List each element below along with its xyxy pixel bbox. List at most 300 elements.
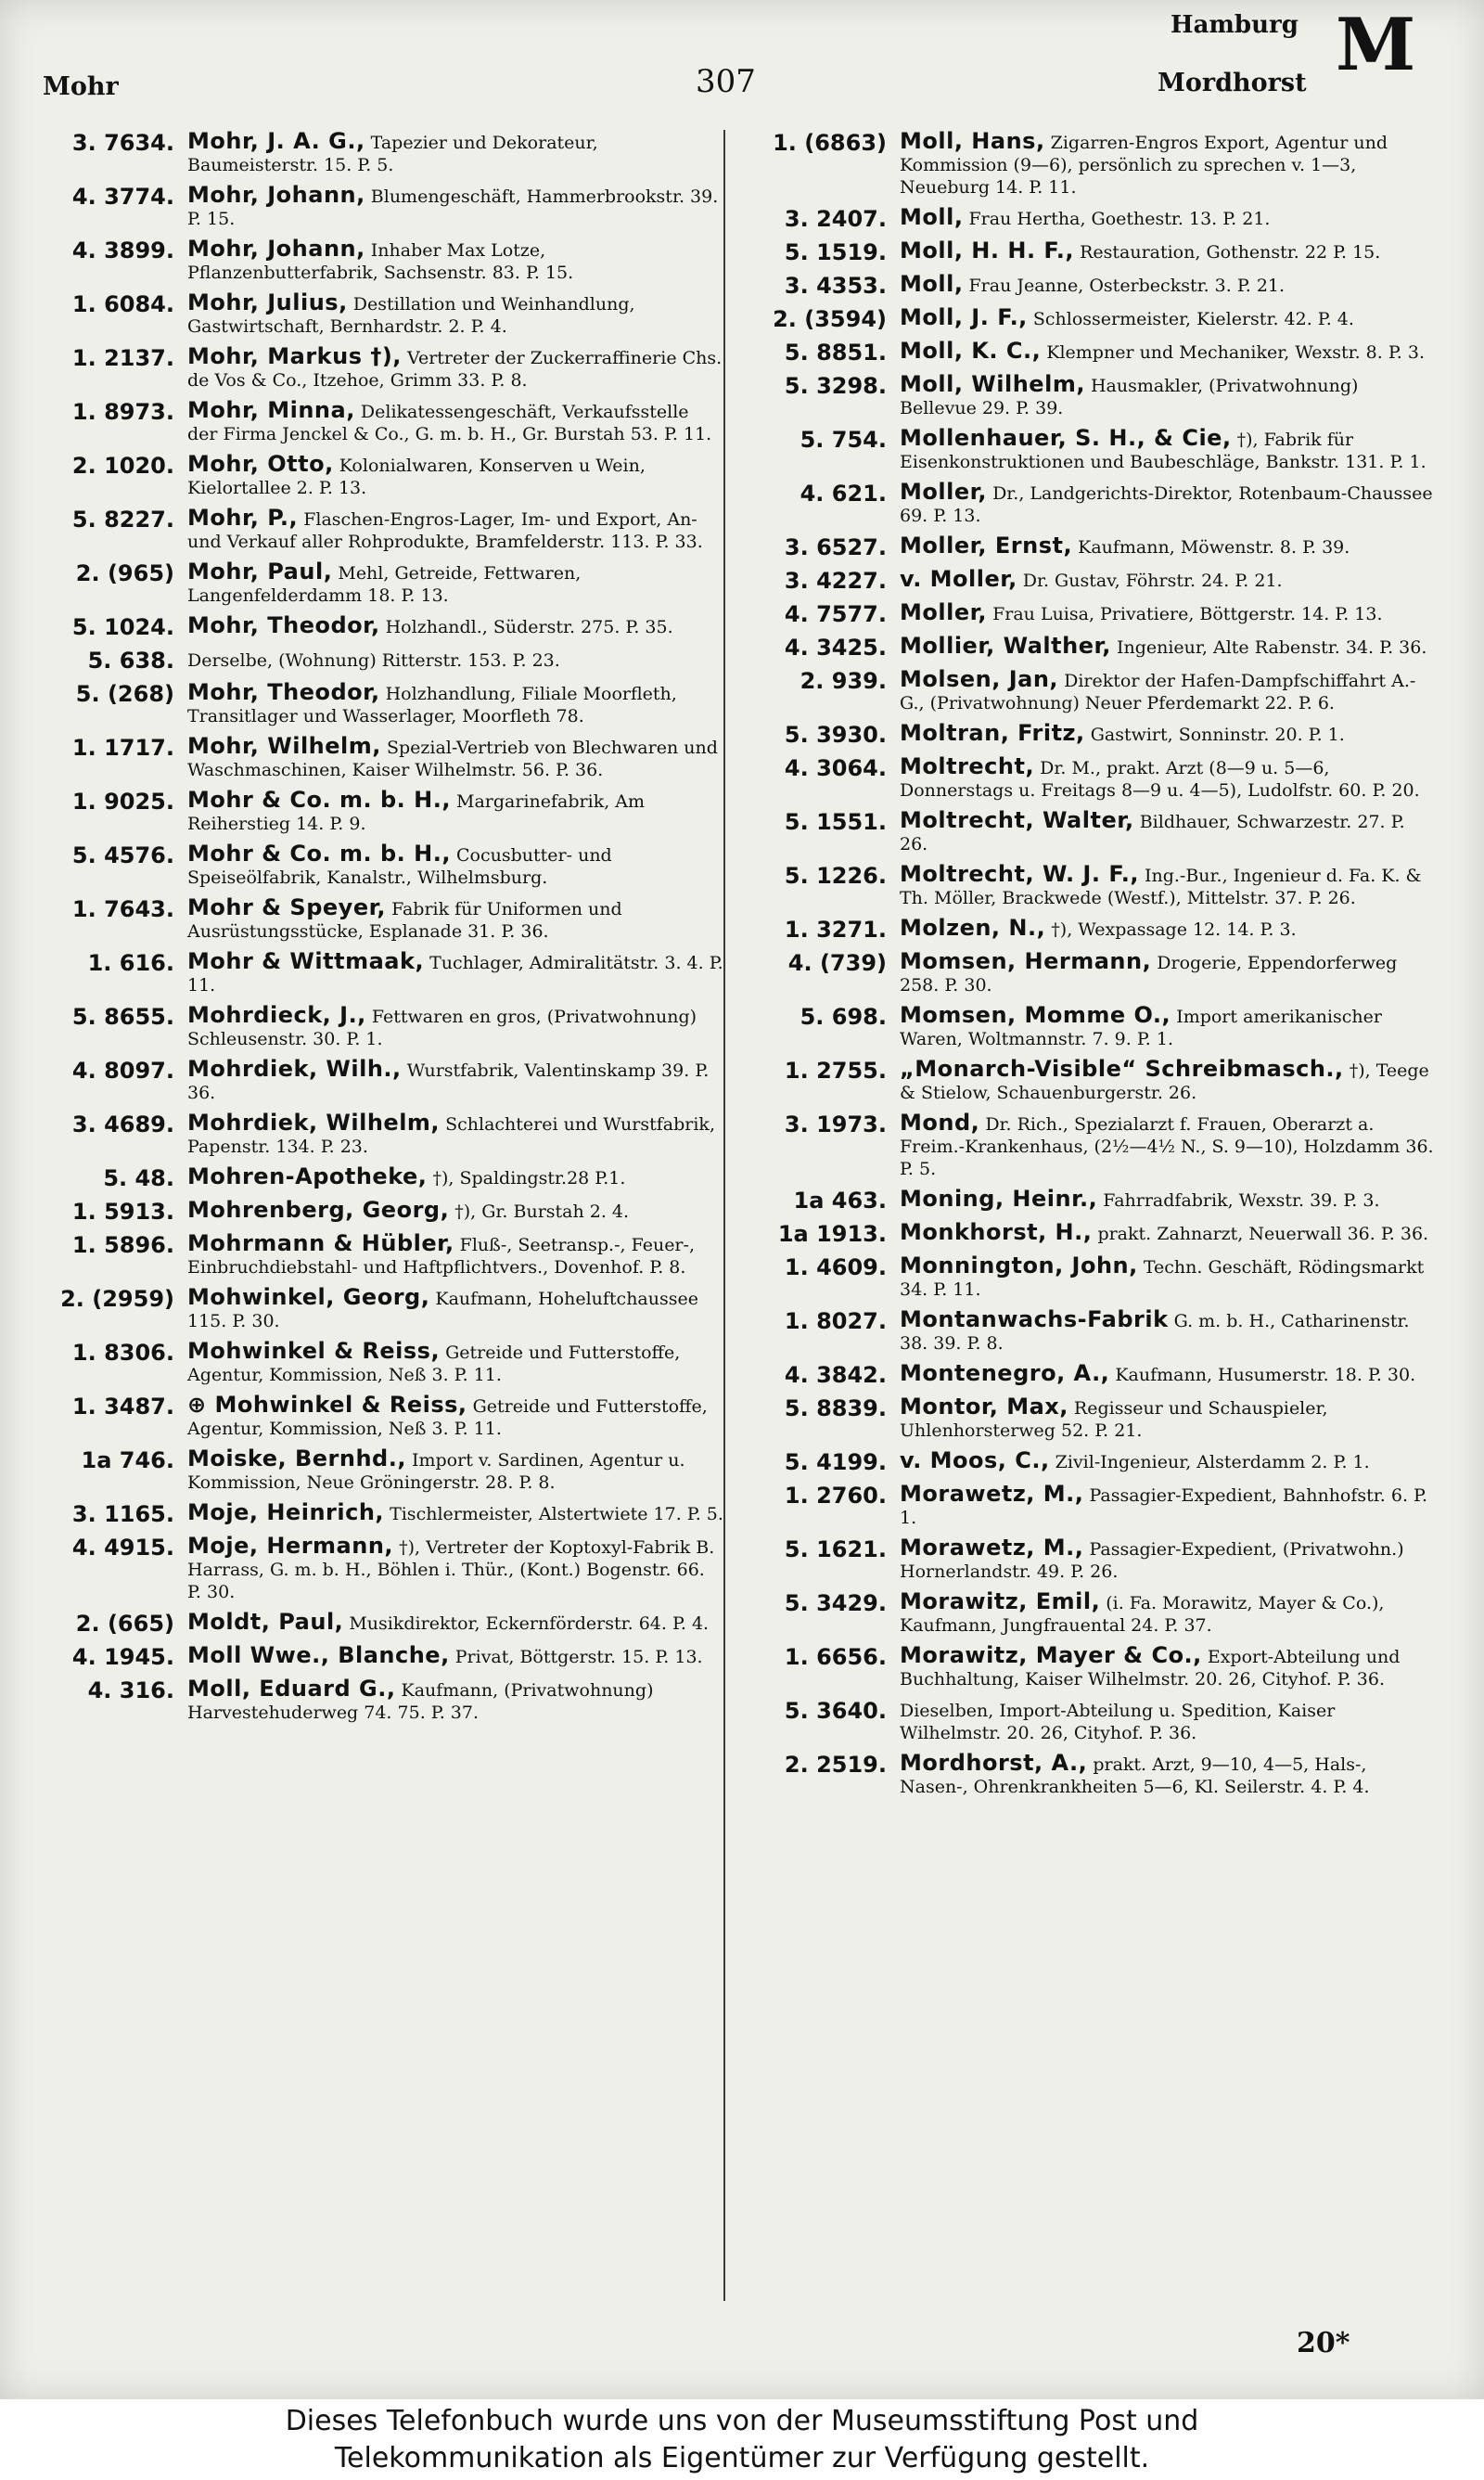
notice-line-2: Telekommunikation als Eigentümer zur Verfügung gestellt. bbox=[334, 2442, 1150, 2474]
subscriber-name: Mohr, Wilhelm, bbox=[187, 733, 381, 759]
subscriber-name: Mohr, Theodor, bbox=[187, 679, 380, 705]
entry-text bbox=[900, 950, 1436, 996]
phone-number: 2. (965) bbox=[75, 560, 174, 586]
entry-text bbox=[900, 1395, 1436, 1442]
subscriber-name: Moll, K. C., bbox=[900, 338, 1042, 364]
entry-text bbox=[900, 1254, 1436, 1301]
entry-text bbox=[900, 340, 1436, 366]
subscriber-details: Gastwirt, Sonninstr. 20. P. 1. bbox=[1090, 725, 1345, 745]
subscriber-details: Import amerikanischer Waren, Woltmannstr. 7. 9. P. 1. bbox=[900, 1007, 1382, 1049]
phone-number: 5. (268) bbox=[75, 681, 174, 707]
left-column bbox=[37, 130, 723, 1731]
directory-entry bbox=[37, 453, 723, 499]
directory-entry bbox=[37, 291, 723, 338]
directory-entry bbox=[749, 534, 1436, 560]
directory-entry bbox=[37, 560, 723, 607]
phone-number: 1. 8027. bbox=[784, 1308, 887, 1334]
entry-text bbox=[187, 1004, 723, 1050]
phone-number: 5. 3640. bbox=[784, 1698, 887, 1724]
directory-entry bbox=[37, 789, 723, 835]
subscriber-name: Moltran, Fritz, bbox=[900, 720, 1085, 746]
phone-number: 5. 8227. bbox=[71, 507, 174, 533]
subscriber-name: Mond, bbox=[900, 1110, 980, 1136]
entry-text bbox=[187, 184, 723, 230]
phone-number: 1. 6084. bbox=[71, 291, 174, 317]
phone-number: 3. 1973. bbox=[784, 1112, 887, 1137]
subscriber-details: Tuchlager, Admiralitätstr. 3. 4. P. 11. bbox=[187, 953, 723, 996]
subscriber-details: Bildhauer, Schwarzestr. 27. P. 26. bbox=[900, 812, 1405, 855]
subscriber-name: Montor, Max, bbox=[900, 1394, 1068, 1420]
subscriber-name: Mohr, Julius, bbox=[187, 289, 348, 315]
phone-number: 5. 8839. bbox=[784, 1395, 887, 1421]
phone-number: 4. 621. bbox=[800, 481, 887, 507]
directory-entry bbox=[37, 896, 723, 943]
subscriber-name: Mollier, Walther, bbox=[900, 633, 1111, 659]
subscriber-name: Mohr, J. A. G., bbox=[187, 128, 365, 154]
subscriber-name: Morawetz, M., bbox=[900, 1481, 1084, 1507]
phone-number: 5. 1551. bbox=[784, 809, 887, 835]
subscriber-name: Mollenhauer, S. H., & Cie, bbox=[900, 425, 1232, 451]
header-left-keyword: Mohr bbox=[43, 72, 119, 101]
subscriber-name: Mohwinkel & Reiss, bbox=[187, 1338, 441, 1364]
subscriber-details: Tapezier und Dekorateur, Baumeisterstr. 15. P. 5. bbox=[187, 133, 598, 175]
entry-text bbox=[187, 453, 723, 499]
directory-entry bbox=[749, 1644, 1436, 1690]
page-header bbox=[0, 0, 1484, 111]
subscriber-details: Import v. Sardinen, Agentur u. Kommission, Neue Gröningerstr. 28. P. 8. bbox=[187, 1450, 685, 1493]
directory-entry bbox=[37, 1058, 723, 1104]
directory-entry bbox=[749, 273, 1436, 299]
subscriber-name: Mohr, Otto, bbox=[187, 451, 334, 477]
entry-text bbox=[900, 668, 1436, 714]
entry-text bbox=[187, 1112, 723, 1158]
subscriber-details: Dr., Landgerichts-Direktor, Rotenbaum-Chaussee 69. P. 13. bbox=[900, 483, 1433, 526]
subscriber-name: Mohr & Co. m. b. H., bbox=[187, 787, 451, 813]
entry-text bbox=[187, 507, 723, 553]
phone-number: 1. 2760. bbox=[784, 1483, 887, 1509]
subscriber-name: Moje, Hermann, bbox=[187, 1533, 394, 1559]
entry-text bbox=[900, 1112, 1436, 1180]
directory-entry bbox=[749, 1308, 1436, 1355]
phone-number: 1a 463. bbox=[793, 1188, 887, 1214]
directory-entry bbox=[37, 345, 723, 392]
subscriber-name: Mohr, Theodor, bbox=[187, 612, 380, 638]
phone-number: 4. 3064. bbox=[784, 755, 887, 781]
subscriber-details: †), Teege & Stielow, Schauenburgerstr. 26. bbox=[900, 1060, 1429, 1103]
phone-number: 4. 3774. bbox=[71, 184, 174, 210]
subscriber-details: Kaufmann, Hoheluftchaussee 115. P. 30. bbox=[187, 1289, 698, 1331]
phone-number: 5. 1226. bbox=[784, 863, 887, 889]
subscriber-details: Margarinefabrik, Am Reiherstieg 14. P. 9. bbox=[187, 791, 646, 834]
phone-number: 3. 1165. bbox=[71, 1501, 174, 1527]
subscriber-name: Mohrdiek, Wilh., bbox=[187, 1056, 402, 1082]
entry-text bbox=[187, 735, 723, 781]
subscriber-details: Inhaber Max Lotze, Pflanzenbutterfabrik, Sachsenstr. 83. P. 15. bbox=[187, 240, 574, 283]
subscriber-name: Moll, J. F., bbox=[900, 304, 1028, 330]
subscriber-details: G. m. b. H., Catharinenstr. 38. 39. P. 8. bbox=[900, 1311, 1410, 1354]
directory-entry bbox=[749, 601, 1436, 627]
entry-text bbox=[187, 1611, 723, 1637]
subscriber-name: Mohrdieck, J., bbox=[187, 1002, 366, 1028]
directory-entry bbox=[749, 668, 1436, 714]
subscriber-details: Delikatessengeschäft, Verkaufsstelle der Firma Jenckel & Co., G. m. b. H., Gr. Burstah 53. P. 11. bbox=[187, 402, 712, 444]
phone-number: 5. 1519. bbox=[784, 239, 887, 265]
phone-number: 4. 7577. bbox=[784, 601, 887, 627]
header-city: Hamburg bbox=[1171, 11, 1298, 39]
directory-entry bbox=[37, 184, 723, 230]
subscriber-details: Drogerie, Eppendorferweg 258. P. 30. bbox=[900, 953, 1398, 996]
subscriber-details: Fahrradfabrik, Wexstr. 39. P. 3. bbox=[1103, 1190, 1380, 1211]
subscriber-name: Moller, bbox=[900, 479, 988, 505]
entry-text bbox=[900, 635, 1436, 661]
entry-text bbox=[900, 755, 1436, 802]
phone-number: 5. 48. bbox=[103, 1165, 174, 1191]
subscriber-details: Vertreter der Zuckerraffinerie Chs. de Vos & Co., Itzehoe, Grimm 33. P. 8. bbox=[187, 348, 723, 391]
phone-number: 1a 1913. bbox=[777, 1221, 887, 1247]
directory-entry bbox=[749, 950, 1436, 996]
directory-entry bbox=[37, 1286, 723, 1332]
phone-number: 1. 5896. bbox=[71, 1232, 174, 1258]
entry-text bbox=[900, 534, 1436, 560]
entry-text bbox=[187, 1232, 723, 1279]
phone-number: 4. 1945. bbox=[71, 1644, 174, 1670]
subscriber-name: Moltrecht, bbox=[900, 753, 1035, 779]
entry-text bbox=[187, 399, 723, 445]
phone-number: 4. 8097. bbox=[71, 1058, 174, 1084]
subscriber-details: Passagier-Expedient, (Privatwohn.) Hornerlandstr. 49. P. 26. bbox=[900, 1539, 1404, 1582]
directory-entry bbox=[37, 950, 723, 996]
subscriber-name: Momsen, Hermann, bbox=[900, 948, 1152, 974]
directory-entry bbox=[749, 206, 1436, 232]
subscriber-name: Moller, Ernst, bbox=[900, 533, 1073, 559]
directory-entry bbox=[37, 1340, 723, 1386]
subscriber-name: Moll, bbox=[900, 204, 964, 230]
subscriber-details: Tischlermeister, Alstertwiete 17. P. 5. bbox=[390, 1504, 723, 1524]
entry-text bbox=[900, 1188, 1436, 1214]
phone-number: 1. 3487. bbox=[71, 1394, 174, 1420]
directory-entry bbox=[749, 1590, 1436, 1637]
directory-entry bbox=[749, 722, 1436, 748]
subscriber-name: Monkhorst, H., bbox=[900, 1219, 1093, 1245]
subscriber-name: Mohr & Speyer, bbox=[187, 894, 387, 920]
header-right-keyword: Mordhorst bbox=[1158, 69, 1307, 97]
subscriber-name: Mohr, Johann, bbox=[187, 182, 365, 208]
phone-number: 5. 4576. bbox=[71, 842, 174, 868]
entry-text bbox=[187, 648, 723, 674]
phone-number: 1. 4609. bbox=[784, 1254, 887, 1280]
entry-text bbox=[187, 345, 723, 392]
subscriber-details: Wurstfabrik, Valentinskamp 39. P. 36. bbox=[187, 1060, 710, 1103]
subscriber-details: Frau Hertha, Goethestr. 13. P. 21. bbox=[968, 209, 1271, 229]
entry-text bbox=[187, 681, 723, 727]
subscriber-name: Montanwachs-Fabrik bbox=[900, 1306, 1169, 1332]
entry-text bbox=[900, 1449, 1436, 1475]
entry-text bbox=[900, 1362, 1436, 1388]
phone-number: 2. (3594) bbox=[773, 306, 887, 332]
subscriber-name: Moll Wwe., Blanche, bbox=[187, 1642, 450, 1668]
directory-entry bbox=[749, 1254, 1436, 1301]
subscriber-name: Moll, Wilhelm, bbox=[900, 371, 1085, 397]
directory-entry bbox=[37, 1677, 723, 1724]
phone-number: 5. 698. bbox=[800, 1004, 887, 1030]
entry-text bbox=[900, 809, 1436, 855]
phone-number: 2. 939. bbox=[800, 668, 887, 694]
phone-number: 5. 638. bbox=[87, 648, 174, 674]
subscriber-details: Restauration, Gothenstr. 22 P. 15. bbox=[1080, 242, 1381, 263]
subscriber-details: Dr. Gustav, Föhrstr. 24. P. 21. bbox=[1022, 571, 1283, 591]
directory-entry bbox=[37, 1447, 723, 1494]
entry-text bbox=[187, 1058, 723, 1104]
subscriber-details: Hausmakler, (Privatwohnung) Bellevue 29. P. 39. bbox=[900, 376, 1359, 418]
subscriber-details: Zigarren-Engros Export, Agentur und Kommission (9—6), persönlich zu sprechen v. 1—3, Neueburg 14. P. 11. bbox=[900, 133, 1388, 198]
subscriber-name: Mohr, Johann, bbox=[187, 236, 365, 262]
subscriber-name: Mohren-Apotheke, bbox=[187, 1163, 428, 1189]
phone-number: 3. 4227. bbox=[784, 568, 887, 594]
subscriber-name: Mohr, Markus †), bbox=[187, 343, 402, 369]
entry-text bbox=[187, 1394, 723, 1440]
entry-text bbox=[900, 917, 1436, 943]
subscriber-details: Zivil-Ingenieur, Alsterdamm 2. P. 1. bbox=[1055, 1452, 1370, 1472]
subscriber-details: Holzhandlung, Filiale Moorfleth, Transitlager und Wasserlager, Moorfleth 78. bbox=[187, 684, 677, 726]
subscriber-details: Derselbe, (Wohnung) Ritterstr. 153. P. 23. bbox=[187, 650, 560, 671]
phone-number: 1. 8306. bbox=[71, 1340, 174, 1366]
directory-entry bbox=[749, 809, 1436, 855]
subscriber-details: Flaschen-Engros-Lager, Im- und Export, An- und Verkauf aller Rohprodukte, Bramfelderstr. 113. P. 33. bbox=[187, 509, 703, 552]
phone-number: 5. 3930. bbox=[784, 722, 887, 748]
phone-number: 1a 746. bbox=[81, 1447, 174, 1473]
directory-entry bbox=[37, 1165, 723, 1191]
entry-text bbox=[187, 896, 723, 943]
subscriber-details: Dr. Rich., Spezialarzt f. Frauen, Oberarzt a. Freim.-Krankenhaus, (2½—4½ N., S. 9—10), Holzdamm 36. P. 5. bbox=[900, 1114, 1434, 1179]
subscriber-details: Getreide und Futterstoffe, Agentur, Kommission, Neß 3. P. 11. bbox=[187, 1343, 681, 1385]
directory-entry bbox=[749, 239, 1436, 265]
directory-entry bbox=[37, 1611, 723, 1637]
subscriber-name: Mohr, P., bbox=[187, 505, 299, 531]
entry-text bbox=[187, 950, 723, 996]
directory-entry bbox=[749, 1058, 1436, 1104]
directory-entry bbox=[749, 1698, 1436, 1744]
entry-text bbox=[900, 206, 1436, 232]
entry-text bbox=[900, 1644, 1436, 1690]
entry-text bbox=[187, 1286, 723, 1332]
subscriber-details: Frau Jeanne, Osterbeckstr. 3. P. 21. bbox=[968, 276, 1286, 296]
directory-entry bbox=[749, 917, 1436, 943]
subscriber-name: Mordhorst, A., bbox=[900, 1750, 1088, 1776]
phone-number: 4. 3899. bbox=[71, 238, 174, 263]
directory-entry bbox=[37, 681, 723, 727]
subscriber-details: Schlachterei und Wurstfabrik, Papenstr. 134. P. 23. bbox=[187, 1114, 715, 1157]
directory-entry bbox=[37, 1199, 723, 1225]
subscriber-name: „Monarch-Visible“ Schreibmasch., bbox=[900, 1056, 1344, 1082]
subscriber-details: Fettwaren en gros, (Privatwohnung) Schleusenstr. 30. P. 1. bbox=[187, 1007, 697, 1049]
entry-text bbox=[900, 273, 1436, 299]
subscriber-name: Mohr, Minna, bbox=[187, 397, 355, 423]
entry-text bbox=[187, 238, 723, 284]
directory-entry bbox=[749, 635, 1436, 661]
phone-number: 1. 3271. bbox=[784, 917, 887, 943]
subscriber-details: Kaufmann, (Privatwohnung) Harvestehuderweg 74. 75. P. 37. bbox=[187, 1680, 654, 1723]
entry-text bbox=[187, 842, 723, 889]
subscriber-details: Mehl, Getreide, Fettwaren, Langenfelderdamm 18. P. 13. bbox=[187, 563, 582, 606]
entry-text bbox=[900, 1221, 1436, 1247]
subscriber-details: †), Wexpassage 12. 14. P. 3. bbox=[1051, 919, 1297, 940]
entry-text bbox=[187, 1199, 723, 1225]
entry-text bbox=[187, 1644, 723, 1670]
phone-number: 4. (739) bbox=[787, 950, 887, 976]
phone-number: 3. 4689. bbox=[71, 1112, 174, 1137]
subscriber-name: Moll, Eduard G., bbox=[187, 1676, 396, 1702]
directory-entry bbox=[749, 1221, 1436, 1247]
phone-number: 3. 4353. bbox=[784, 273, 887, 299]
ownership-notice bbox=[0, 2399, 1484, 2480]
phone-number: 4. 3842. bbox=[784, 1362, 887, 1388]
subscriber-name: Moltrecht, Walter, bbox=[900, 807, 1134, 833]
subscriber-name: Moll, Hans, bbox=[900, 128, 1045, 154]
right-column bbox=[749, 130, 1436, 1805]
subscriber-name: Molzen, N., bbox=[900, 915, 1046, 941]
page-signature: 20* bbox=[1297, 2327, 1350, 2359]
subscriber-details: Ingenieur, Alte Rabenstr. 34. P. 36. bbox=[1116, 637, 1427, 658]
directory-entry bbox=[749, 1112, 1436, 1180]
phone-number: 5. 3429. bbox=[784, 1590, 887, 1616]
entry-text bbox=[187, 1501, 723, 1527]
directory-entry bbox=[37, 1501, 723, 1527]
subscriber-details: Kaufmann, Husumerstr. 18. P. 30. bbox=[1115, 1365, 1416, 1385]
entry-text bbox=[187, 1165, 723, 1191]
subscriber-details: Regisseur und Schauspieler, Uhlenhorsterweg 52. P. 21. bbox=[900, 1398, 1328, 1441]
entry-text bbox=[187, 789, 723, 835]
subscriber-details: Destillation und Weinhandlung, Gastwirtschaft, Bernhardstr. 2. P. 4. bbox=[187, 294, 635, 337]
directory-entry bbox=[749, 1188, 1436, 1214]
directory-entry bbox=[37, 399, 723, 445]
phone-number: 5. 8851. bbox=[784, 340, 887, 366]
subscriber-name: Morawitz, Emil, bbox=[900, 1588, 1101, 1614]
directory-entry bbox=[749, 1449, 1436, 1475]
subscriber-details: †), Gr. Burstah 2. 4. bbox=[454, 1201, 630, 1222]
directory-entry bbox=[749, 427, 1436, 473]
entry-text bbox=[900, 1590, 1436, 1637]
directory-entry bbox=[37, 130, 723, 176]
subscriber-details: Getreide und Futterstoffe, Agentur, Kommission, Neß 3. P. 11. bbox=[187, 1396, 708, 1439]
directory-entry bbox=[37, 735, 723, 781]
directory-entry bbox=[749, 1752, 1436, 1798]
directory-entry bbox=[749, 755, 1436, 802]
phone-number: 3. 2407. bbox=[784, 206, 887, 232]
phone-number: 4. 4915. bbox=[71, 1535, 174, 1561]
subscriber-details: Cocusbutter- und Speiseölfabrik, Kanalstr., Wilhelmsburg. bbox=[187, 845, 612, 888]
subscriber-details: Blumengeschäft, Hammerbrookstr. 39. P. 15. bbox=[187, 186, 719, 229]
entry-text bbox=[900, 1004, 1436, 1050]
subscriber-details: Kolonialwaren, Konserven u Wein, Kielortallee 2. P. 13. bbox=[187, 456, 646, 498]
subscriber-name: Mohr & Co. m. b. H., bbox=[187, 841, 451, 867]
phone-number: 4. 316. bbox=[87, 1677, 174, 1703]
phone-number: 1. 8973. bbox=[71, 399, 174, 425]
subscriber-details: Techn. Geschäft, Rödingsmarkt 34. P. 11. bbox=[900, 1257, 1425, 1300]
subscriber-details: Frau Luisa, Privatiere, Böttgerstr. 14. P. 13. bbox=[992, 604, 1383, 624]
directory-entry bbox=[37, 1394, 723, 1440]
subscriber-details: Privat, Böttgerstr. 15. P. 13. bbox=[454, 1647, 703, 1667]
phone-number: 3. 6527. bbox=[784, 534, 887, 560]
phone-number: 4. 3425. bbox=[784, 635, 887, 661]
subscriber-name: Moll, bbox=[900, 271, 964, 297]
entry-text bbox=[900, 722, 1436, 748]
subscriber-name: v. Moos, C., bbox=[900, 1447, 1050, 1473]
directory-entry bbox=[749, 568, 1436, 594]
directory-entry bbox=[749, 1395, 1436, 1442]
subscriber-details: Passagier-Expedient, Bahnhofstr. 6. P. 1. bbox=[900, 1485, 1428, 1528]
phone-number: 5. 8655. bbox=[71, 1004, 174, 1030]
entry-text bbox=[187, 130, 723, 176]
subscriber-details: Schlossermeister, Kielerstr. 42. P. 4. bbox=[1032, 309, 1354, 329]
entry-text bbox=[900, 1058, 1436, 1104]
subscriber-name: Mohr, Paul, bbox=[187, 559, 333, 585]
entry-text bbox=[900, 239, 1436, 265]
directory-entry bbox=[37, 648, 723, 674]
subscriber-details: Musikdirektor, Eckernförderstr. 64. P. 4. bbox=[349, 1613, 710, 1634]
phone-number: 2. 2519. bbox=[784, 1752, 887, 1778]
subscriber-details: Klempner und Mechaniker, Wexstr. 8. P. 3. bbox=[1046, 342, 1425, 363]
subscriber-details: Ing.-Bur., Ingenieur d. Fa. K. & Th. Möller, Brackwede (Westf.), Mittelstr. 37. P. 26. bbox=[900, 866, 1422, 908]
subscriber-name: Mohrenberg, Georg, bbox=[187, 1197, 450, 1223]
directory-entry bbox=[37, 1112, 723, 1158]
subscriber-details: Export-Abteilung und Buchhaltung, Kaiser Wilhelmstr. 20. 26, Cityhof. P. 36. bbox=[900, 1647, 1401, 1690]
subscriber-details: †), Fabrik für Eisenkonstruktionen und Baubeschläge, Bankstr. 131. P. 1. bbox=[900, 430, 1426, 472]
directory-entry bbox=[37, 614, 723, 640]
subscriber-details: prakt. Arzt, 9—10, 4—5, Hals-, Nasen-, Ohrenkrankheiten 5—6, Kl. Seilerstr. 4. P. 4. bbox=[900, 1754, 1370, 1797]
column-divider bbox=[723, 130, 725, 2301]
entry-text bbox=[900, 306, 1436, 332]
phone-number: 3. 7634. bbox=[71, 130, 174, 156]
subscriber-name: Moning, Heinr., bbox=[900, 1186, 1098, 1212]
directory-entry bbox=[37, 1644, 723, 1670]
subscriber-name: Moldt, Paul, bbox=[187, 1609, 344, 1635]
directory-entry bbox=[749, 1004, 1436, 1050]
subscriber-name: Molsen, Jan, bbox=[900, 666, 1059, 692]
subscriber-name: Moltrecht, W. J. F., bbox=[900, 861, 1139, 887]
subscriber-name: ⊕ Mohwinkel & Reiss, bbox=[187, 1392, 467, 1418]
entry-text bbox=[900, 863, 1436, 909]
entry-text bbox=[900, 130, 1436, 199]
directory-entry bbox=[749, 340, 1436, 366]
directory-entry bbox=[749, 130, 1436, 199]
phone-number: 1. 1717. bbox=[71, 735, 174, 761]
subscriber-details: Holzhandl., Süderstr. 275. P. 35. bbox=[385, 617, 673, 637]
subscriber-name: Mohr & Wittmaak, bbox=[187, 948, 425, 974]
subscriber-name: Moller, bbox=[900, 599, 988, 625]
directory-entry bbox=[37, 842, 723, 889]
phone-number: 2. (665) bbox=[75, 1611, 174, 1637]
directory-entry bbox=[749, 306, 1436, 332]
entry-text bbox=[900, 1483, 1436, 1529]
subscriber-name: Moll, H. H. F., bbox=[900, 238, 1075, 263]
entry-text bbox=[187, 1535, 723, 1603]
phone-number: 1. 9025. bbox=[71, 789, 174, 815]
entry-text bbox=[187, 614, 723, 640]
entry-text bbox=[900, 1752, 1436, 1798]
entry-text bbox=[187, 1677, 723, 1724]
entry-text bbox=[900, 1536, 1436, 1583]
directory-entry bbox=[37, 1535, 723, 1603]
subscriber-name: Monnington, John, bbox=[900, 1253, 1138, 1279]
directory-entry bbox=[749, 1536, 1436, 1583]
directory-entry bbox=[749, 1362, 1436, 1388]
subscriber-name: Mohrmann & Hübler, bbox=[187, 1230, 454, 1256]
phone-number: 1. 5913. bbox=[71, 1199, 174, 1225]
directory-entry bbox=[749, 863, 1436, 909]
subscriber-details: Dieselben, Import-Abteilung u. Spedition, Kaiser Wilhelmstr. 20. 26, Cityhof. P. 36. bbox=[900, 1701, 1336, 1743]
page-number: 307 bbox=[696, 63, 756, 100]
subscriber-name: Momsen, Momme O., bbox=[900, 1002, 1171, 1028]
